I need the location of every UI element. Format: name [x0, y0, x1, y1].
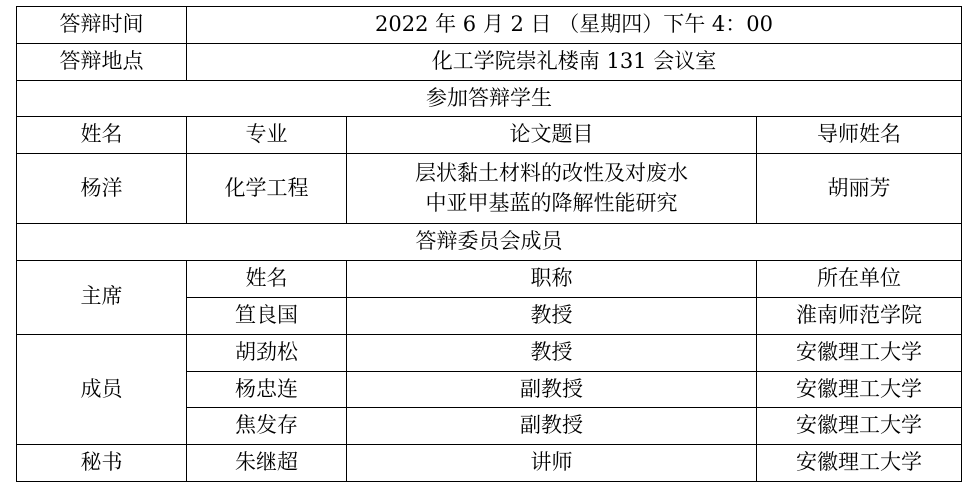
column-header-thesis: 论文题目 — [347, 117, 757, 154]
defense-announcement-sheet — [16, 6, 961, 482]
member-name: 焦发存 — [187, 408, 347, 445]
member-name: 笪良国 — [187, 297, 347, 334]
table-row — [17, 43, 962, 80]
defense-time-label: 答辩时间 — [17, 7, 187, 44]
member-unit: 安徽理工大学 — [757, 408, 962, 445]
table-row — [17, 261, 962, 298]
member-unit: 淮南师范学院 — [757, 297, 962, 334]
column-header-member-title: 职称 — [347, 261, 757, 298]
column-header-advisor: 导师姓名 — [757, 117, 962, 154]
committee-section-title: 答辩委员会成员 — [17, 224, 962, 261]
student-advisor: 胡丽芳 — [757, 154, 962, 224]
member-title: 教授 — [347, 334, 757, 371]
table-row — [17, 334, 962, 371]
defense-place-label: 答辩地点 — [17, 43, 187, 80]
member-unit: 安徽理工大学 — [757, 334, 962, 371]
thesis-line-2: 中亚甲基蓝的降解性能研究 — [425, 190, 678, 215]
student-name: 杨洋 — [17, 154, 187, 224]
committee-role-chair: 主席 — [17, 261, 187, 335]
table-row — [17, 117, 962, 154]
table-row — [17, 80, 962, 117]
table-row — [17, 224, 962, 261]
member-unit: 安徽理工大学 — [757, 445, 962, 482]
thesis-line-1: 层状黏土材料的改性及对废水 — [415, 160, 688, 185]
member-title: 副教授 — [347, 408, 757, 445]
table-row — [17, 7, 962, 44]
column-header-major: 专业 — [187, 117, 347, 154]
table-row — [17, 154, 962, 224]
member-title: 讲师 — [347, 445, 757, 482]
student-thesis — [347, 154, 757, 224]
defense-place-value: 化工学院崇礼楼南 131 会议室 — [187, 43, 962, 80]
column-header-member-name: 姓名 — [187, 261, 347, 298]
student-major: 化学工程 — [187, 154, 347, 224]
table-row — [17, 445, 962, 482]
committee-role-secretary: 秘书 — [17, 445, 187, 482]
column-header-name: 姓名 — [17, 117, 187, 154]
member-title: 教授 — [347, 297, 757, 334]
defense-info-table — [16, 6, 962, 482]
member-unit: 安徽理工大学 — [757, 371, 962, 408]
member-name: 杨忠连 — [187, 371, 347, 408]
defense-time-value: 2022 年 6 月 2 日 （星期四）下午 4：00 — [187, 7, 962, 44]
member-name: 朱继超 — [187, 445, 347, 482]
committee-role-members: 成员 — [17, 334, 187, 444]
column-header-member-unit: 所在单位 — [757, 261, 962, 298]
member-name: 胡劲松 — [187, 334, 347, 371]
member-title: 副教授 — [347, 371, 757, 408]
students-section-title: 参加答辩学生 — [17, 80, 962, 117]
